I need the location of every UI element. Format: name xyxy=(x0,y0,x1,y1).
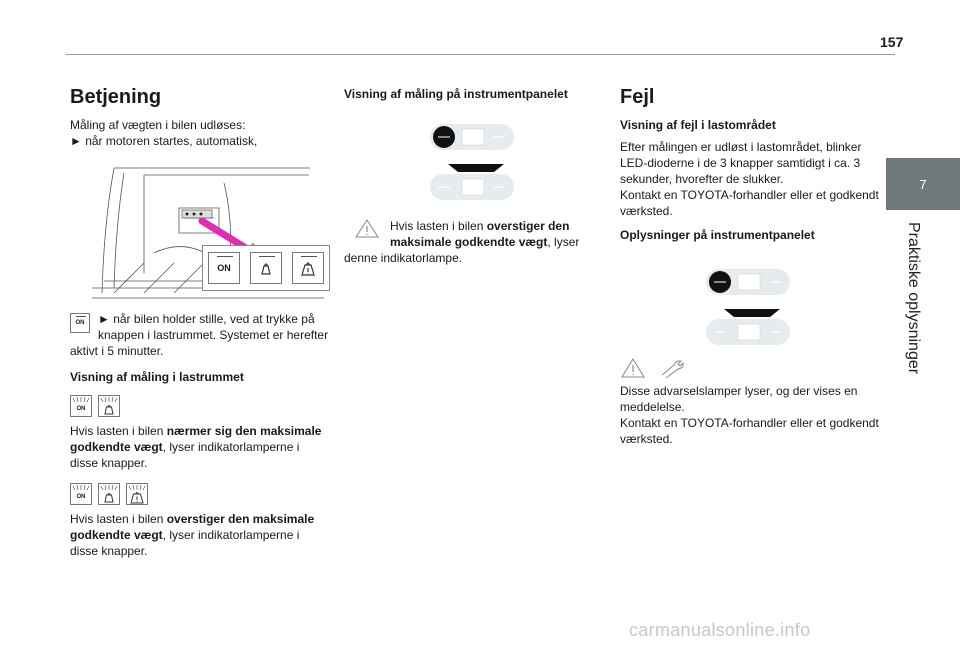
cargo-area-illustration xyxy=(84,163,330,301)
weight-lit-icon xyxy=(98,395,120,417)
on-label: ON xyxy=(76,494,86,500)
glow-rays-icon xyxy=(71,396,91,404)
instrument-indicator-illustration xyxy=(428,120,518,210)
column-2 xyxy=(344,86,584,266)
weight-button xyxy=(250,252,282,284)
subheading-instrument-display: Visning af måling på instrumentpanelet xyxy=(344,87,568,101)
overload-button xyxy=(292,252,324,284)
section-heading: Betjening xyxy=(70,86,162,108)
section-heading-fault: Fejl xyxy=(620,86,655,108)
on-button-icon xyxy=(70,313,90,333)
column-1 xyxy=(70,85,330,559)
intro-line-1: Måling af vægten i bilen udløses: xyxy=(70,118,246,132)
exceeding-text xyxy=(70,511,330,559)
intro-line-2: ► når motoren startes, automatisk, xyxy=(70,134,258,148)
weight-icon xyxy=(258,260,274,276)
on-lit-icon xyxy=(70,483,92,505)
text-post: , lyser denne indikatorlampe. xyxy=(344,235,580,265)
subheading-cargo-display: Visning af måling i lastrummet xyxy=(70,370,244,384)
fault-text-2: Kontakt en TOYOTA-forhandler eller et godkendt værksted. xyxy=(620,188,879,218)
subheading-instrument-info: Oplysninger på instrumentpanelet xyxy=(620,228,815,242)
fault-text-1: Efter målingen er udløst i lastområdet, blinker LED-dioderne i de 3 knapper samtidigt i ca. 3 sekunder, hvorefter de slukker. xyxy=(620,140,862,186)
top-divider xyxy=(66,54,895,55)
approaching-text xyxy=(70,423,330,471)
subheading-cargo-fault: Visning af fejl i lastområdet xyxy=(620,118,776,132)
text-bold: overstiger den maksimale godkendte vægt xyxy=(390,219,570,249)
weight-icon xyxy=(99,484,119,504)
wrench-icon xyxy=(658,357,686,379)
overload-weight-icon xyxy=(127,484,147,504)
page-number: 157 xyxy=(880,34,904,50)
overload-lit-icon xyxy=(126,483,148,505)
warning-text xyxy=(344,218,584,266)
weight-lit-icon xyxy=(98,483,120,505)
chapter-tab[interactable]: 7 xyxy=(886,158,960,210)
warning-triangle-icon xyxy=(354,218,380,238)
cluster-indicators-svg xyxy=(704,265,794,355)
on-lit-icon xyxy=(70,395,92,417)
on-button xyxy=(208,252,240,284)
glow-rays-icon xyxy=(71,484,91,492)
text-bold: nærmer sig den maksimale godkendte vægt xyxy=(70,424,322,454)
weight-icon xyxy=(99,396,119,416)
chapter-title: Praktiske oplysninger xyxy=(905,222,922,375)
text-bold: overstiger den maksimale godkendte vægt xyxy=(70,512,315,542)
text-pre: Hvis lasten i bilen xyxy=(70,512,167,526)
cluster-indicators-svg xyxy=(428,120,518,210)
on-label: ON xyxy=(76,406,86,412)
icons-exceeding xyxy=(70,483,330,505)
footer-watermark: carmanualsonline.info xyxy=(629,620,811,640)
warning-icons-row xyxy=(620,357,882,379)
text-post: , lyser indikatorlamperne i disse knapper. xyxy=(70,440,300,470)
on-button-paragraph xyxy=(70,311,330,359)
info-text-2: Kontakt en TOYOTA-forhandler eller et godkendt værksted. xyxy=(620,416,879,446)
column-3 xyxy=(620,85,882,447)
text-pre: Hvis lasten i bilen xyxy=(70,424,167,438)
button-panel-inset xyxy=(202,245,330,291)
warning-paragraph xyxy=(344,218,584,266)
on-label: ON xyxy=(75,320,85,326)
text-pre: Hvis lasten i bilen xyxy=(390,219,487,233)
icons-approaching xyxy=(70,395,330,417)
text-post: , lyser indikatorlamperne i disse knapper. xyxy=(70,528,300,558)
overload-weight-icon xyxy=(300,260,316,276)
warning-triangle-icon xyxy=(620,357,646,379)
on-label: ON xyxy=(217,263,231,273)
info-text-1: Disse advarselslamper lyser, og der vises en meddelelse. xyxy=(620,384,858,414)
on-button-text: ► når bilen holder stille, ved at trykke på knappen i lastrummet. Systemet er herefter aktivt i 5 minutter. xyxy=(70,312,329,358)
fault-indicator-illustration xyxy=(704,265,794,355)
